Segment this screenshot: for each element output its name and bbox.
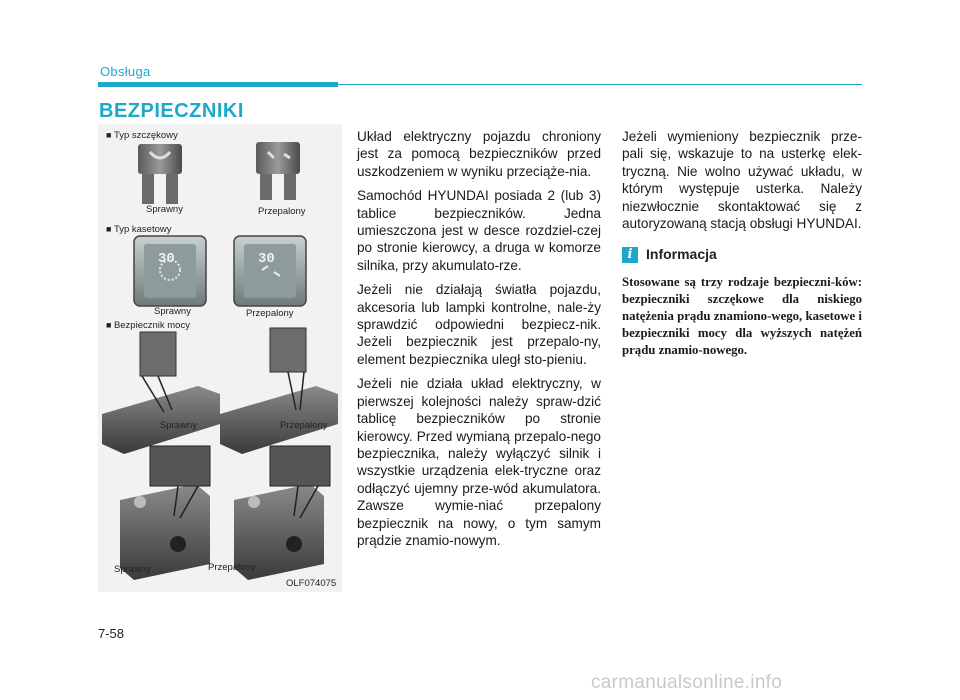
power-fuse-ok (120, 446, 210, 580)
label-blown-cartridge: Przepalony (246, 308, 294, 319)
blade-fuse-ok (138, 144, 182, 204)
multi-fuse-ok (102, 332, 220, 454)
label-blown-blade: Przepalony (258, 206, 306, 217)
fuse-rating-blown: 30 (258, 251, 275, 267)
fuse-rating-ok: 30 (158, 251, 175, 267)
cartridge-fuse-blown (234, 236, 306, 306)
label-ok-power: Sprawny (114, 564, 151, 575)
info-header (622, 246, 862, 263)
page-title: BEZPIECZNIKI (99, 100, 244, 122)
info-text: Stosowane są trzy rodzaje bezpieczni-ków: bezpieczniki szczękowe dla niskiego natężenia prądu znamiono-wego, kasetowe i bezpieczniki mocy dla wyższych natężeń prądu znamio-nowego. (622, 274, 862, 357)
fuse-figure (98, 124, 342, 592)
paragraph-protection: Układ elektryczny pojazdu chroniony jest za pomocą bezpieczników przed uszkodzeniem w wyniku przeciąże-nia. (357, 129, 601, 179)
section-rule-thin (338, 84, 862, 85)
body-column-right (622, 128, 862, 366)
power-fuse-blown (234, 446, 330, 580)
label-ok-cartridge: Sprawny (154, 306, 191, 317)
info-icon: i (622, 247, 638, 263)
label-ok-multi: Sprawny (160, 420, 197, 431)
figure-code: OLF074075 (286, 578, 337, 589)
label-blown-power: Przepalony (208, 562, 256, 573)
multi-fuse-blown (220, 328, 338, 454)
heading-multi-fuse: ■ Bezpiecznik mocy (106, 320, 190, 331)
cartridge-fuse-ok (134, 236, 206, 306)
section-label: Obsługa (100, 64, 151, 79)
watermark: carmanualsonline.info (591, 672, 783, 693)
info-title: Informacja (646, 246, 717, 263)
paragraph-fuse-panels: Samochód HYUNDAI posiada 2 (lub 3) tablice bezpieczników. Jedna umieszczona jest w desce rozdziel-czej po stronie kierowcy, a druga w komorze silnika, przy akumulato-rze. (357, 188, 601, 273)
label-blown-multi: Przepalony (280, 420, 328, 431)
blade-fuse-blown (256, 142, 300, 200)
paragraph-check-fuse: Jeżeli nie działają światła pojazdu, akcesoria lub lampki kontrolne, nale-ży sprawdzić odpowiedni bezpiecz-nik. Jeżeli bezpiecznik jest przepalo-ny, element bezpiecznika uległ sto-pieniu. (357, 282, 601, 367)
page-number: 7-58 (98, 626, 125, 641)
label-ok-blade: Sprawny (146, 204, 183, 215)
heading-blade-type: ■ Typ szczękowy (106, 130, 178, 141)
section-rule-thick (98, 82, 338, 87)
heading-cartridge-type: ■ Typ kasetowy (106, 224, 172, 235)
paragraph-replace-fuse: Jeżeli nie działa układ elektryczny, w pierwszej kolejności należy spraw-dzić tablicę bezpieczników po stronie kierowcy. Przed wymianą przepalo-nego bezpiecznika, należy wyłączyć silnik i wszystkie urządzenia elek-tryczne oraz odłączyć ujemny prze-wód akumulatora. Zawsze wymie-niać przepalony bezpiecznik na nowy, o tym samym prądzie znamio-nowym. (357, 376, 601, 548)
fuse-illustration (98, 124, 342, 592)
paragraph-repeated-failure: Jeżeli wymieniony bezpiecznik prze-pali się, wskazuje to na usterkę elek-tryczną. Nie wolno używać układu, w którym występuje usterka. Należy niezwłocznie skontaktować się z autoryzowaną stacją obsługi HYUNDAI. (622, 129, 862, 232)
body-column-middle (357, 128, 601, 556)
